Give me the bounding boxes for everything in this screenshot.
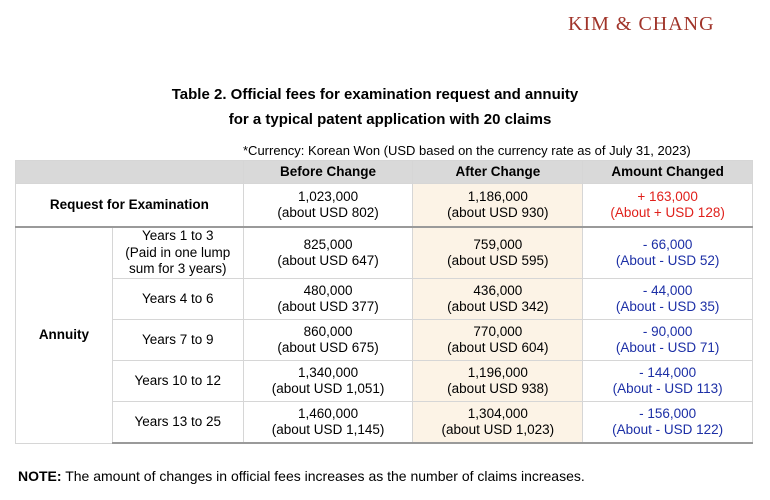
cell-usd: (about USD 595) <box>447 253 549 268</box>
header-blank <box>16 161 244 184</box>
table-title <box>0 82 770 132</box>
cell-usd: (about USD 647) <box>277 253 379 268</box>
cell-usd: (About - USD 71) <box>615 340 720 355</box>
cell-after <box>413 402 583 444</box>
cell-before <box>243 402 413 444</box>
cell-usd: (about USD 938) <box>447 381 549 396</box>
cell-value: 480,000 <box>303 282 353 298</box>
cell-value: - 156,000 <box>639 405 697 421</box>
cell-changed <box>583 402 753 444</box>
annuity-period <box>112 320 243 361</box>
period-line: Years 7 to 9 <box>142 331 214 347</box>
cell-before <box>243 361 413 402</box>
cell-value: 860,000 <box>303 323 353 339</box>
cell-usd: (About - USD 122) <box>612 422 724 437</box>
cell-value: 825,000 <box>303 236 353 252</box>
cell-value: 1,023,000 <box>298 188 359 204</box>
cell-value: - 44,000 <box>642 282 693 298</box>
header-before: Before Change <box>243 161 413 184</box>
cell-usd: (About + USD 128) <box>610 205 725 220</box>
cell-usd: (about USD 930) <box>447 205 549 220</box>
table-title-line1: Table 2. Official fees for examination request and annuity <box>171 86 579 103</box>
header-after: After Change <box>413 161 583 184</box>
fees-table <box>15 160 753 444</box>
cell-value: - 144,000 <box>639 364 697 380</box>
cell-usd: (about USD 342) <box>447 299 549 314</box>
header-changed: Amount Changed <box>583 161 753 184</box>
annuity-period <box>112 361 243 402</box>
cell-usd: (About - USD 35) <box>615 299 720 314</box>
cell-value: - 66,000 <box>642 236 693 252</box>
cell-changed <box>583 361 753 402</box>
cell-value: 770,000 <box>473 323 523 339</box>
table-title-line2: for a typical patent application with 20 claims <box>228 111 552 128</box>
header-row <box>16 161 753 184</box>
cell-value: + 163,000 <box>637 188 698 204</box>
cell-usd: (about USD 1,051) <box>271 381 385 396</box>
cell-before <box>243 279 413 320</box>
cell-usd: (about USD 1,145) <box>271 422 385 437</box>
table-row <box>16 402 753 444</box>
period-line: Years 10 to 12 <box>134 372 222 388</box>
cell-value: 1,304,000 <box>467 405 528 421</box>
firm-logo: KIM & CHANG <box>568 13 715 35</box>
cell-changed <box>583 279 753 320</box>
cell-after <box>413 184 583 228</box>
cell-value: - 90,000 <box>642 323 693 339</box>
cell-changed <box>583 184 753 228</box>
footnote <box>18 468 585 484</box>
footnote-text: The amount of changes in official fees increases as the number of claims increases. <box>61 468 585 484</box>
table-row <box>16 320 753 361</box>
cell-usd: (about USD 1,023) <box>441 422 555 437</box>
cell-usd: (about USD 802) <box>277 205 379 220</box>
cell-before <box>243 227 413 279</box>
cell-usd: (about USD 675) <box>277 340 379 355</box>
cell-usd: (about USD 604) <box>447 340 549 355</box>
cell-before <box>243 320 413 361</box>
cell-value: 1,186,000 <box>467 188 528 204</box>
footnote-label: NOTE: <box>18 468 62 484</box>
annuity-period <box>112 279 243 320</box>
cell-after <box>413 279 583 320</box>
cell-value: 436,000 <box>473 282 523 298</box>
period-line: Years 4 to 6 <box>142 290 214 306</box>
cell-usd: (About - USD 113) <box>612 381 723 396</box>
row-label-examination: Request for Examination <box>16 184 244 228</box>
annuity-period <box>112 402 243 444</box>
cell-usd: (About - USD 52) <box>615 253 720 268</box>
period-line: Years 1 to 3 <box>142 228 214 244</box>
table-row <box>16 279 753 320</box>
period-line: (Paid in one lump <box>125 244 231 260</box>
cell-value: 1,340,000 <box>298 364 359 380</box>
cell-after <box>413 320 583 361</box>
row-label-annuity: Annuity <box>16 227 113 443</box>
cell-before <box>243 184 413 228</box>
cell-usd: (about USD 377) <box>277 299 379 314</box>
cell-after <box>413 227 583 279</box>
cell-after <box>413 361 583 402</box>
table-row <box>16 227 753 279</box>
table-row-examination <box>16 184 753 228</box>
cell-value: 1,196,000 <box>467 364 528 380</box>
period-line: Years 13 to 25 <box>134 413 222 429</box>
table-row <box>16 361 753 402</box>
cell-value: 759,000 <box>473 236 523 252</box>
currency-note: *Currency: Korean Won (USD based on the currency rate as of July 31, 2023) <box>243 143 691 158</box>
annuity-period <box>112 227 243 279</box>
cell-changed <box>583 227 753 279</box>
cell-value: 1,460,000 <box>298 405 359 421</box>
period-line: sum for 3 years) <box>129 261 227 277</box>
cell-changed <box>583 320 753 361</box>
